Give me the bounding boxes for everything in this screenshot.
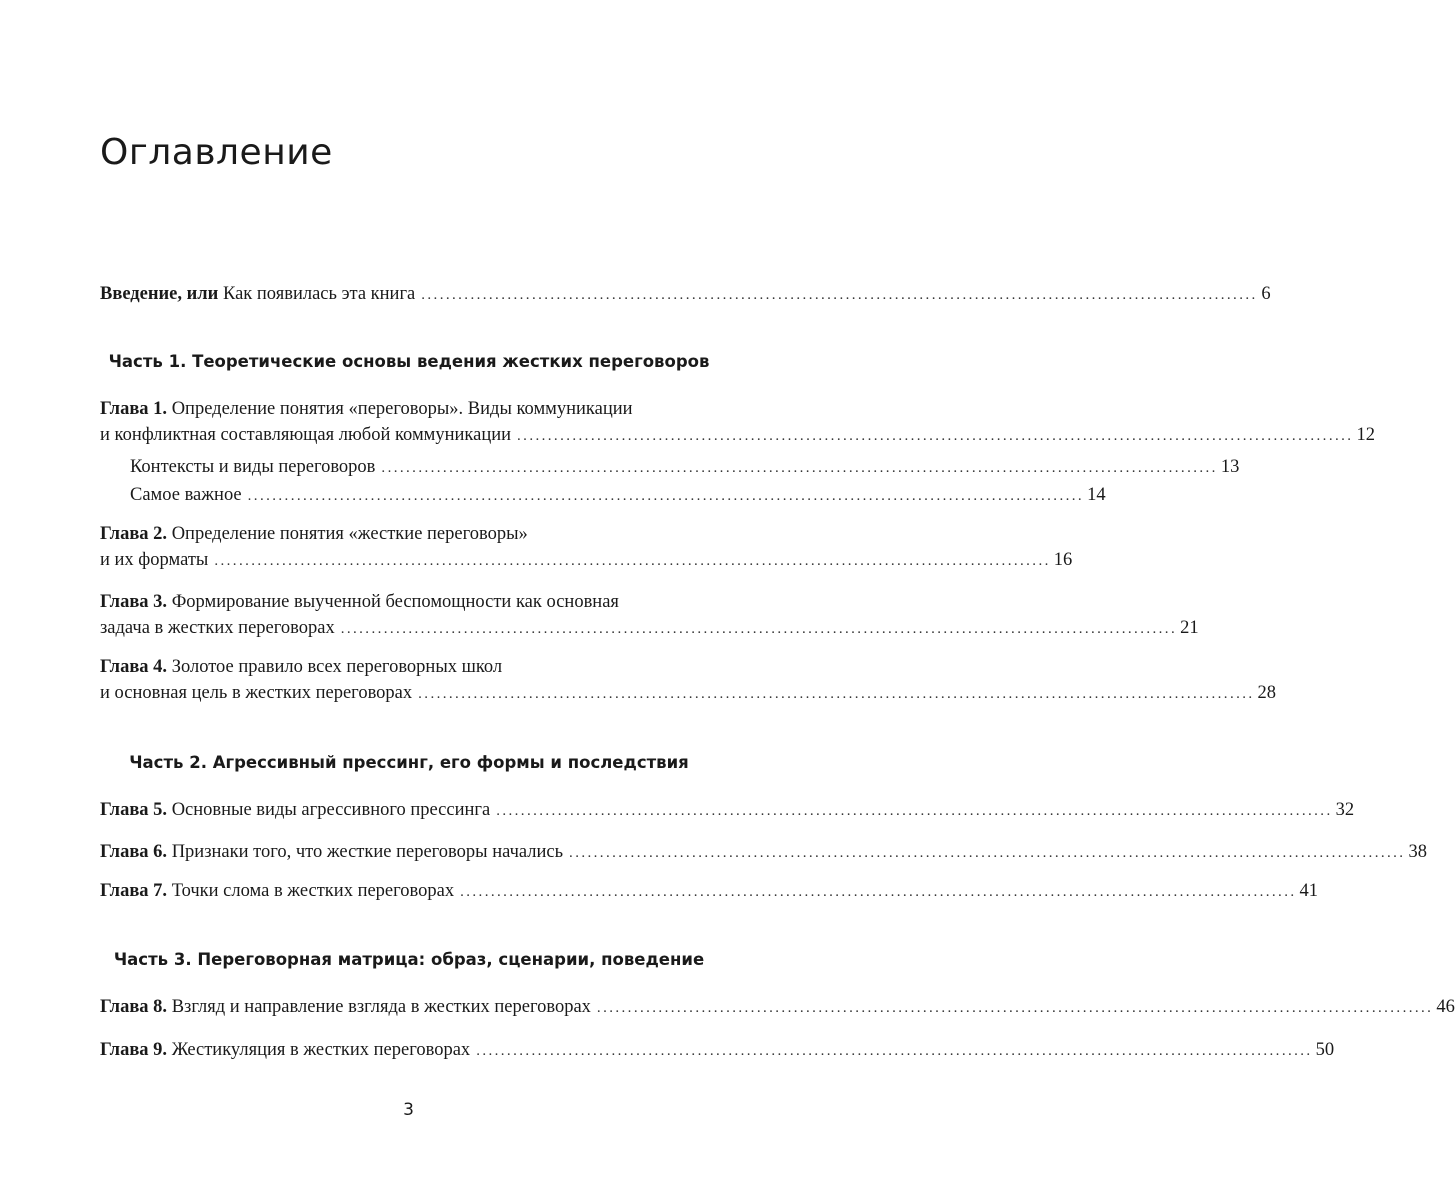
toc-entry-chapter-1-line2[interactable] — [100, 423, 1375, 448]
toc-entry-label: Глава 6. — [100, 842, 168, 862]
toc-entry-chapter-1-line1[interactable] — [100, 397, 718, 421]
toc-entry-text: Точки слома в жестких переговорах — [171, 881, 455, 901]
leader-dots: ........................................................................................................................................ — [460, 884, 1297, 900]
page-number: 3 — [403, 1100, 414, 1120]
toc-page-number: 32 — [1335, 800, 1355, 820]
toc-entry-text: Взгляд и направление взгляда в жестких переговорах — [171, 997, 591, 1017]
toc-entry-chapter-5[interactable] — [100, 798, 1355, 823]
toc-page-number: 21 — [1180, 618, 1199, 638]
toc-entry-text: и конфликтная составляющая любой коммуникации — [100, 425, 512, 445]
toc-page-number: 14 — [1087, 485, 1106, 505]
leader-dots: ........................................................................................................................................ — [476, 1043, 1313, 1059]
toc-entry-label: Глава 8. — [100, 997, 168, 1017]
toc-subentry-2[interactable] — [130, 483, 1106, 508]
toc-entry-chapter-2-line1[interactable] — [100, 522, 718, 546]
toc-entry-text: и основная цель в жестких переговорах — [100, 683, 413, 703]
toc-entry-chapter-7[interactable] — [100, 879, 1318, 904]
toc-entry-text: Определение понятия «переговоры». Виды коммуникации — [171, 399, 633, 419]
toc-entry-text: Самое важное — [130, 485, 242, 505]
toc-page-number: 6 — [1261, 284, 1271, 304]
toc-page-number: 13 — [1220, 457, 1240, 477]
leader-dots: ........................................................................................................................................ — [247, 488, 1085, 504]
toc-entry-label: Глава 2. — [100, 524, 168, 544]
leader-dots: ........................................................................................................................................ — [517, 428, 1354, 444]
toc-entry-text: задача в жестких переговорах — [100, 618, 335, 638]
toc-entry-text: Золотое правило всех переговорных школ — [171, 657, 503, 677]
toc-entry-text: Формирование выученной беспомощности как основная — [171, 592, 619, 612]
toc-entry-text: Основные виды агрессивного прессинга — [171, 800, 491, 820]
toc-entry-text: Определение понятия «жесткие переговоры» — [171, 524, 528, 544]
leader-dots: ........................................................................................................................................ — [214, 553, 1051, 569]
toc-entry-intro[interactable] — [100, 282, 1271, 307]
toc-entry-text: Жестикуляция в жестких переговорах — [171, 1040, 471, 1060]
leader-dots: ........................................................................................................................................ — [381, 460, 1218, 476]
toc-entry-text: Контексты и виды переговоров — [130, 457, 376, 477]
toc-entry-label: Глава 5. — [100, 800, 168, 820]
leader-dots: ........................................................................................................................................ — [421, 287, 1258, 303]
toc-page-number: 12 — [1356, 425, 1375, 445]
toc-entry-chapter-3-line1[interactable] — [100, 590, 718, 614]
leader-dots: ........................................................................................................................................ — [596, 1000, 1434, 1016]
toc-page-number: 50 — [1315, 1040, 1335, 1060]
toc-entry-label: Глава 9. — [100, 1040, 168, 1060]
toc-entry-chapter-4-line1[interactable] — [100, 655, 718, 679]
leader-dots: ........................................................................................................................................ — [496, 803, 1333, 819]
toc-page-number: 28 — [1257, 683, 1277, 703]
toc-entry-text: и их форматы — [100, 550, 209, 570]
leader-dots: ........................................................................................................................................ — [418, 686, 1255, 702]
toc-page-number: 38 — [1408, 842, 1427, 862]
toc-entry-chapter-2-line2[interactable] — [100, 548, 1073, 573]
toc-subentry-1[interactable] — [130, 455, 1240, 480]
toc-entry-label: Глава 7. — [100, 881, 168, 901]
toc-entry-text: Как появилась эта книга — [222, 284, 416, 304]
toc-entry-chapter-4-line2[interactable] — [100, 681, 1277, 706]
part-heading-3: Часть 3. Переговорная матрица: образ, сценарии, поведение — [113, 950, 705, 969]
part-heading-2: Часть 2. Агрессивный прессинг, его формы и последствия — [129, 753, 689, 772]
toc-entry-label: Глава 1. — [100, 399, 168, 419]
toc-entry-chapter-6[interactable] — [100, 840, 1427, 865]
toc-entry-label: Глава 4. — [100, 657, 168, 677]
toc-page-number: 16 — [1053, 550, 1073, 570]
page-title: Оглавление — [100, 132, 333, 173]
toc-page-number: 46 — [1436, 997, 1455, 1017]
part-heading-1: Часть 1. Теоретические основы ведения жестких переговоров — [108, 352, 710, 371]
toc-entry-chapter-8[interactable] — [100, 995, 1455, 1020]
toc-entry-label: Введение, или — [100, 284, 219, 304]
leader-dots: ........................................................................................................................................ — [340, 621, 1178, 637]
toc-entry-chapter-3-line2[interactable] — [100, 616, 1199, 641]
toc-entry-chapter-9[interactable] — [100, 1038, 1335, 1063]
leader-dots: ........................................................................................................................................ — [569, 845, 1406, 861]
toc-page-number: 41 — [1299, 881, 1318, 901]
toc-entry-text: Признаки того, что жесткие переговоры начались — [171, 842, 564, 862]
toc-entry-label: Глава 3. — [100, 592, 168, 612]
